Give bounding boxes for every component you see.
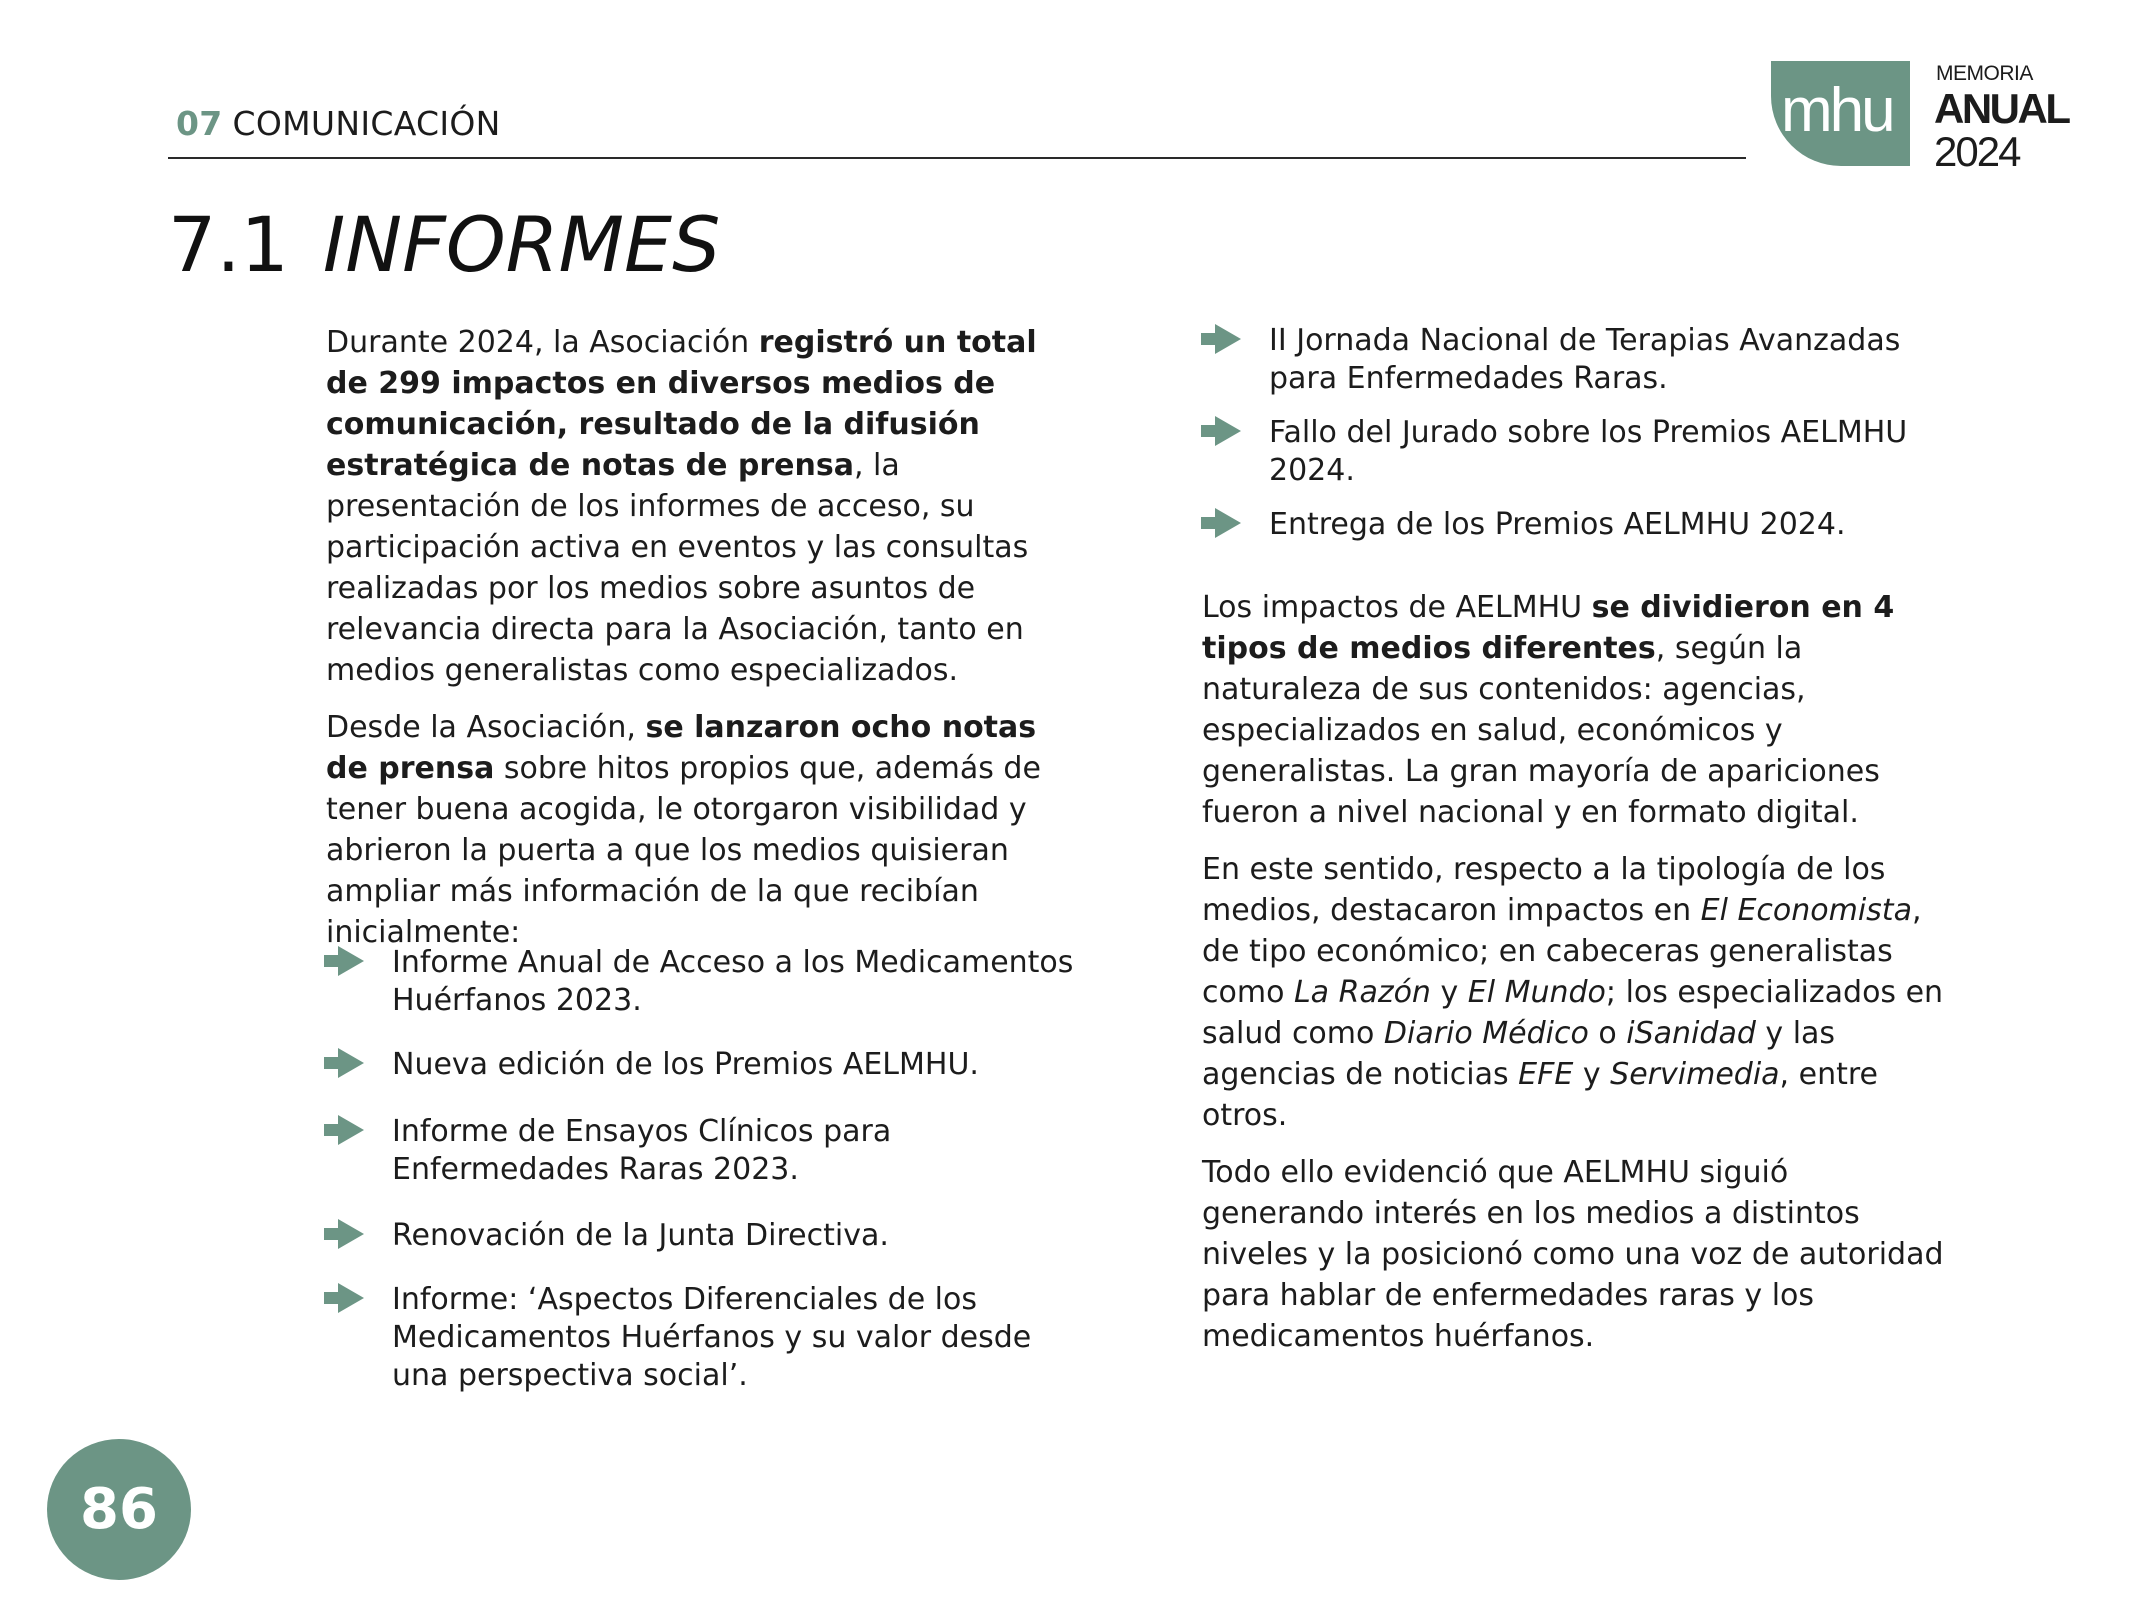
list-item-text: II Jornada Nacional de Terapias Avanzadas para Enfermedades Raras. <box>1269 323 1901 396</box>
list-item <box>392 1217 1082 1255</box>
text-run: y <box>1573 1057 1611 1092</box>
media-name: El Mundo <box>1467 975 1606 1010</box>
list-item-text: Informe: ‘Aspectos Diferenciales de los Medicamentos Huérfanos y su valor desde una perspectiva social’. <box>392 1282 1032 1393</box>
page-number: 86 <box>80 1477 158 1542</box>
text-run-bold: se lanzaron ocho notas de prensa <box>326 710 1037 786</box>
text-run: , la presentación de los informes de acceso, su participación activa en eventos y las consultas realizadas por los medios sobre asuntos de relevancia directa para la Asociación, tanto en medios generalistas como especializados. <box>326 448 1029 688</box>
title-number: 7.1 <box>168 200 289 289</box>
list-item-text: Informe de Ensayos Clínicos para Enfermedades Raras 2023. <box>392 1114 892 1187</box>
left-paragraph-1 <box>326 322 1071 691</box>
list-item-text: Fallo del Jurado sobre los Premios AELMHU 2024. <box>1269 415 1908 488</box>
right-column <box>1202 587 1947 1357</box>
page-title <box>168 200 720 289</box>
arrow-bullet-icon <box>324 1115 364 1145</box>
media-name: iSanidad <box>1626 1016 1756 1051</box>
text-run: o <box>1588 1016 1627 1051</box>
arrow-bullet-icon <box>324 1219 364 1249</box>
text-run-bold: registró un total de 299 impactos en diversos medios de comunicación, resultado de la difusión estratégica de notas de prensa <box>326 325 1037 483</box>
text-run-bold: se dividieron en 4 tipos de medios diferentes <box>1202 590 1895 666</box>
media-name: Servimedia <box>1610 1057 1780 1092</box>
text-run: sobre hitos propios que, además de tener buena acogida, le otorgaron visibilidad y abrieron la puerta a que los medios quisieran ampliar más información de la que recibían inicialmente: <box>326 751 1041 950</box>
list-item-text: Informe Anual de Acceso a los Medicamentos Huérfanos 2023. <box>392 945 1074 1018</box>
list-item <box>392 944 1082 1020</box>
text-run: , entre otros. <box>1202 1057 1878 1133</box>
section-title: COMUNICACIÓN <box>232 104 501 143</box>
arrow-bullet-icon <box>1201 508 1241 538</box>
left-column <box>326 322 1071 953</box>
right-paragraph-2 <box>1202 849 1947 1136</box>
year-label: 2024 <box>1934 128 2020 175</box>
memoria-label: MEMORIA <box>1936 62 2033 85</box>
page-number-badge <box>47 1439 191 1580</box>
anual-label: ANUAL <box>1934 85 2069 132</box>
media-name: Diario Médico <box>1383 1016 1589 1051</box>
text-run: y las agencias de noticias <box>1202 1016 1836 1092</box>
list-item-text: Entrega de los Premios AELMHU 2024. <box>1269 507 1846 542</box>
mhu-logo <box>1771 61 1910 166</box>
arrow-bullet-icon <box>1201 324 1241 354</box>
list-item <box>1269 414 1959 490</box>
media-name: EFE <box>1518 1057 1574 1092</box>
text-run: Desde la Asociación, <box>326 710 646 745</box>
left-paragraph-2 <box>326 707 1071 953</box>
title-name: INFORMES <box>322 200 721 289</box>
arrow-bullet-icon <box>324 946 364 976</box>
text-run: Durante 2024, la Asociación <box>326 325 759 360</box>
text-run: , de tipo económico; en cabeceras generalistas como <box>1202 893 1922 1010</box>
arrow-bullet-icon <box>324 1283 364 1313</box>
section-number: 07 <box>176 104 223 143</box>
list-item <box>392 1113 1082 1189</box>
media-name: La Razón <box>1293 975 1431 1010</box>
list-item <box>1269 322 1959 398</box>
section-header <box>176 104 501 143</box>
list-item-text: Nueva edición de los Premios AELMHU. <box>392 1047 979 1082</box>
text-run: y <box>1430 975 1468 1010</box>
right-paragraph-3: Todo ello evidenció que AELMHU siguió generando interés en los medios a distintos niveles y la posicionó como una voz de autoridad para hablar de enfermedades raras y los medicamentos huérfanos. <box>1202 1155 1944 1354</box>
text-run: ; los especializados en salud como <box>1202 975 1944 1051</box>
logo-mark: mhu <box>1781 76 1893 145</box>
right-paragraph-1 <box>1202 587 1947 833</box>
list-item <box>392 1046 1082 1084</box>
arrow-bullet-icon <box>1201 416 1241 446</box>
text-run: , según la naturaleza de sus contenidos: agencias, especializados en salud, económicos y generalistas. La gran mayoría de apariciones fueron a nivel nacional y en formato digital. <box>1202 631 1880 830</box>
header-divider <box>168 157 1746 159</box>
arrow-bullet-icon <box>324 1048 364 1078</box>
text-run: Los impactos de AELMHU <box>1202 590 1592 625</box>
list-item <box>1269 506 1959 544</box>
list-item <box>392 1281 1082 1395</box>
list-item-text: Renovación de la Junta Directiva. <box>392 1218 889 1253</box>
text-run: En este sentido, respecto a la tipología de los medios, destacaron impactos en <box>1202 852 1886 928</box>
media-name: El Economista <box>1700 893 1912 928</box>
